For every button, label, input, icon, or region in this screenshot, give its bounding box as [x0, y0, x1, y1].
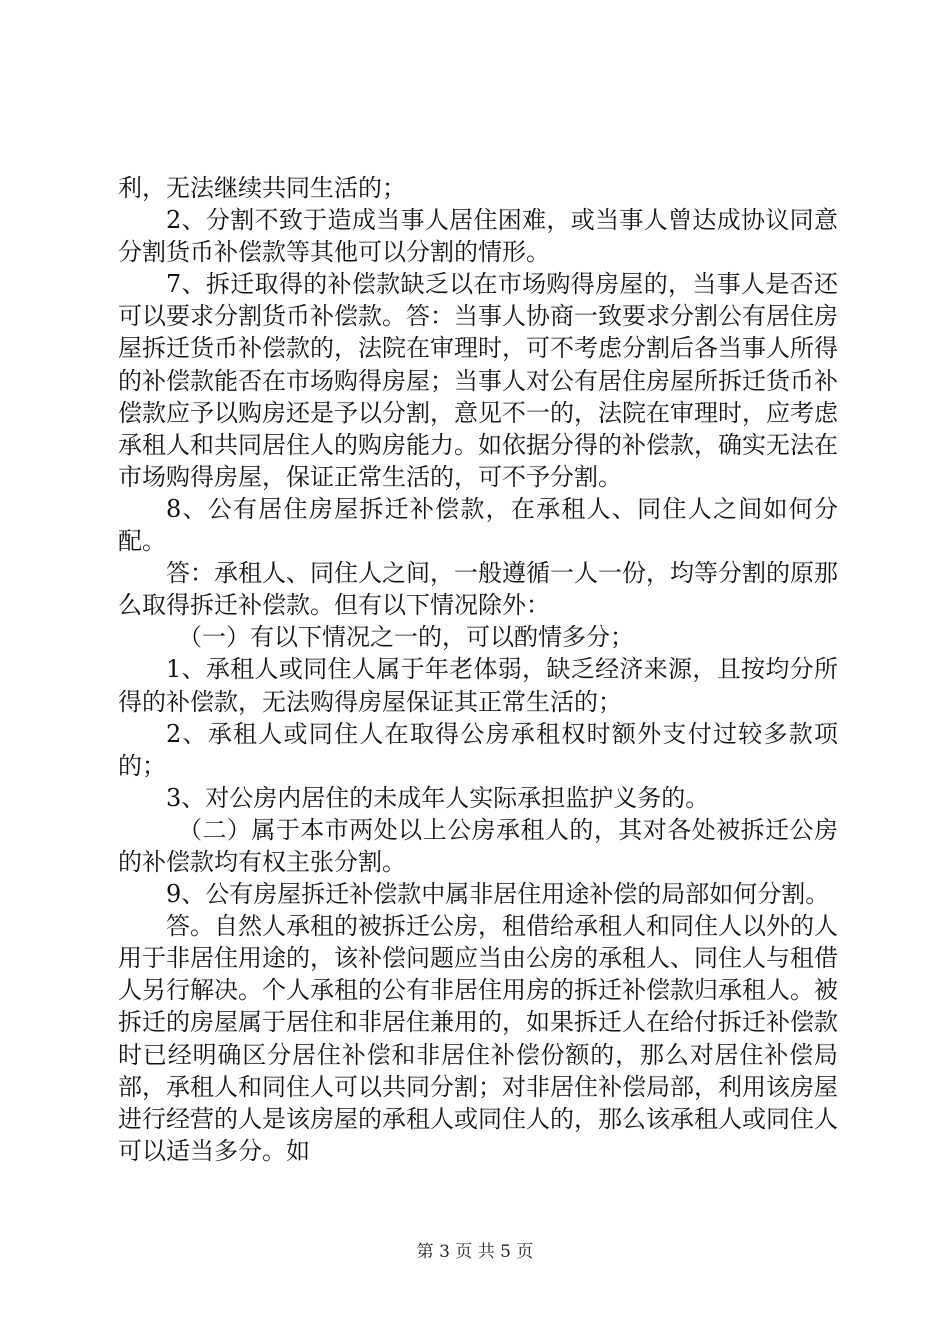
paragraph-sub-1: （一）有以下情况之一的，可以酌情多分；	[178, 623, 634, 652]
paragraph-item-2b: 2、承租人或同住人在取得公房承租权时额外支付过较多款项的；	[118, 719, 838, 780]
paragraph-question-9: 9、公有房屋拆迁补偿款中属非居住用途补偿的局部如何分割。	[166, 880, 830, 909]
paragraph-question-8: 8、公有居住房屋拆迁补偿款，在承租人、同住人之间如何分配。	[118, 494, 838, 556]
paragraph-sub-2: （二）属于本市两处以上公房承租人的，其对各处被拆迁公房的补偿款均有权主张分割。	[118, 815, 838, 876]
paragraph-item-1: 1、承租人或同住人属于年老体弱，缺乏经济来源，且按均分所得的补偿款，无法购得房屋保证其正常生活的；	[118, 655, 838, 716]
document-body	[118, 172, 838, 1167]
paragraph-item-3: 3、对公房内居住的未成年人实际承担监护义务的。	[166, 783, 710, 812]
paragraph-continuation: 利，无法继续共同生活的；	[118, 174, 406, 202]
paragraph-answer-8: 答：承租人、同住人之间，一般遵循一人一份，均等分割的原那么取得拆迁补偿款。但有以下情况除外：	[118, 559, 838, 620]
paragraph-item-2: 2、分割不致于造成当事人居住困难，或当事人曾达成协议同意分割货币补偿款等其他可以分割的情形。	[118, 206, 838, 267]
paragraph-question-7: 7、拆迁取得的补偿款缺乏以在市场购得房屋的，当事人是否还可以要求分割货币补偿款。答：当事人协商一致要求分割公有居住房屋拆迁货币补偿款的，法院在审理时，可不考虑分割后各当事人所得的补偿款能否在市场购得房屋；当事人对公有居住房屋所拆迁货币补偿款应予以购房还是予以分割，意见不一的，法院在审理时，应考虑承租人和共同居住人的购房能力。如依据分得的补偿款，确实无法在市场购得房屋，保证正常生活的，可不予分割。	[118, 270, 838, 491]
paragraph-answer-9: 答。自然人承租的被拆迁公房，租借给承租人和同住人以外的人用于非居住用途的，该补偿问题应当由公房的承租人、同住人与租借人另行解决。个人承租的公有非居住用房的拆迁补偿款归承租人。被拆迁的房屋属于居住和非居住兼用的，如果拆迁人在给付拆迁补偿款时已经明确区分居住补偿和非居住补偿份额的，那么对居住补偿局部，承租人和同住人可以共同分割；对非居住补偿局部，利用该房屋进行经营的人是该房屋的承租人或同住人的，那么该承租人或同住人可以适当多分。如	[118, 912, 838, 1165]
page-footer: 第 3 页 共 5 页	[416, 1242, 534, 1262]
